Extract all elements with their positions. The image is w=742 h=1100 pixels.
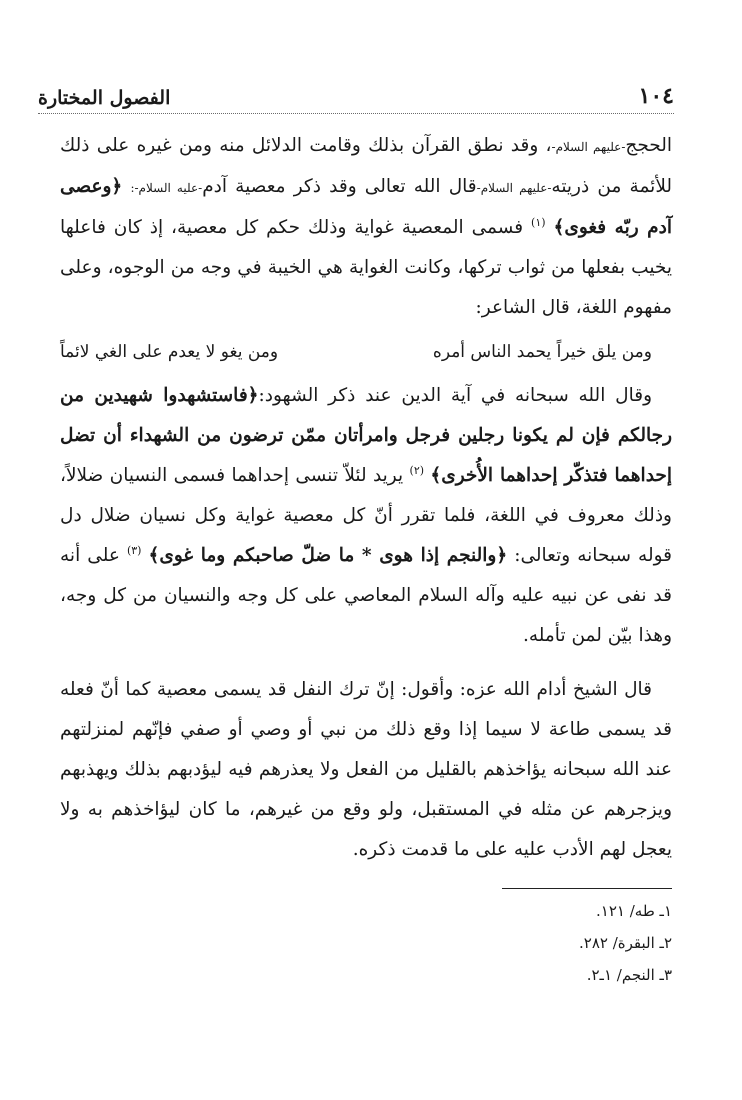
paragraph-1 xyxy=(60,126,672,328)
footnote-separator xyxy=(502,888,672,889)
footnote-1: ١ـ طه/ ١٢١. xyxy=(596,902,672,920)
text-run: على أنه قد نفى عن نبيه عليه وآله السلام المعاصي على كل وجه والنسيان من كل وجه، وهذا بيّن لمن تأمله. xyxy=(60,545,672,646)
poetry-verse xyxy=(60,328,672,376)
paragraph-3: قال الشيخ أدام الله عزه: وأقول: إنّ ترك النفل قد يسمى معصية كما أنّ فعله قد يسمى طاعة لا سيما إذا وقع ذلك من نبي أو وصي أو صفي فإنّهم لمنزلتهم عند الله سبحانه يؤاخذهم بالقليل من الفعل ولا يعذرهم فيه ليؤدبهم بذلك ويهذبهم ويزجرهم عن مثله في المستقبل، ولو وقع من غيرهم، ما كان ليؤاخذهم به ولا يعجل لهم الأدب عليه على ما قدمت ذكره. xyxy=(60,679,672,860)
honorific: -عليه السلام-: xyxy=(130,181,203,195)
text-run: وقال الله سبحانه في آية الدين عند ذكر الشهود: xyxy=(258,385,653,406)
quran-quote: ﴿وعصى آدم ربّه فغوى﴾ xyxy=(60,176,672,238)
page-number: ١٠٤ xyxy=(631,83,674,109)
honorific: -عليهم السلام- xyxy=(551,140,626,154)
quran-quote: ﴿والنجم إذا هوى * ما ضلّ صاحبكم وما غوى﴾ xyxy=(148,545,508,566)
main-text xyxy=(60,126,672,870)
honorific: -عليهم السلام- xyxy=(476,181,552,195)
footnote-ref: (١) xyxy=(531,215,546,229)
quran-quote: ﴿فاستشهدوا شهيدين من رجالكم فإن لم يكونا رجلين فرجل وامرأتان ممّن ترضون من الشهداء أن تضل إحداهما فتذكّر إحداهما الأُخرى﴾ xyxy=(60,385,672,486)
paragraph-2 xyxy=(60,376,672,656)
footnote-ref: (٢) xyxy=(409,463,425,477)
footnote-2: ٢ـ البقرة/ ٢٨٢. xyxy=(579,934,672,952)
text-run: يريد لئلاّ تنسى إحداهما فسمى النسيان ضلالاً، وذلك معروف في اللغة، فلما تقرر أنّ كل معصية غواية وكل نسيان ضلال دل قوله سبحانه وتعالى: xyxy=(60,465,672,566)
text-run: الحجج xyxy=(625,135,672,156)
text-run: ، وقد نطق القرآن بذلك وقامت الدلائل منه ومن غيره على ذلك للأئمة من ذريته xyxy=(60,135,672,197)
running-title: الفصول المختارة xyxy=(38,87,178,109)
verse-second-hemistich: ومن يغو لا يعدم على الغي لائماً xyxy=(60,342,279,362)
text-run: فسمى المعصية غواية وذلك حكم كل معصية، إذ كان فاعلها يخيب بفعلها من ثواب تركها، وكانت الغواية هي الخيبة في وجه من الوجوه، وعلى مفهوم اللغة، قال الشاعر: xyxy=(60,217,672,318)
text-run: قال الله تعالى وقد ذكر معصية آدم xyxy=(202,176,477,197)
page-header xyxy=(38,80,674,114)
footnote-ref: (٣) xyxy=(126,543,142,557)
footnote-3: ٣ـ النجم/ ١ـ٢. xyxy=(586,966,672,984)
verse-first-hemistich: ومن يلق خيراً يحمد الناس أمره xyxy=(432,342,652,362)
